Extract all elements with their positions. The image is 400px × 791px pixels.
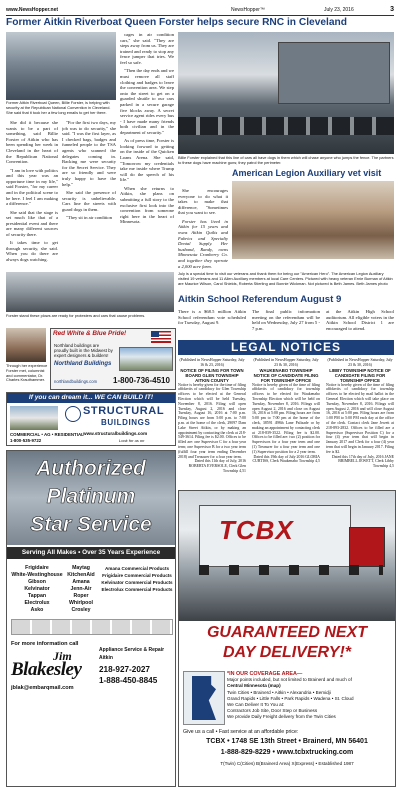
ad-service-l1: Appliance Service & Repair bbox=[99, 647, 165, 653]
story2-caption: July is a special time to visit our veterans and thank them for being our "American Hero". The American Legion Auxiliary visited 19 veterans and 11 Allen Auxiliary members at local Care Centers. Pictured with heavy veteran Ernie Burman of Aitkin are Maurice Wilson, Carol Shields, Roberta Stierling and Bonnie Wickman. Not pictured is Beth James. Beth James photo bbox=[178, 272, 393, 286]
notice-waukenabo-pub: (Published in NewsHopper Saturday, July 23 & 30, 2016) bbox=[253, 358, 319, 367]
notice-glen-body: Notice is hereby given for the time of filing affidavits of candidacy for Glen Township officers to be elected at the General Election which will be held Tuesday, November 8, 2016. Filing will open Tuesday, August 2, 2016 and close Tuesday, August 16, 2016 at 7:00 p.m. Filing hours are from 5:00 p.m. to 7:00 p.m. at the home of the clerk, 29097 Dam Lake Street Aitkin, or by making an appointment by contacting the clerk at 218-549-3614. Filing fee is $2.00. Offices to be filled are: one Supervisor C for a four year term; one Supervisor B for a two year term (fulfill four year term ending December 2018) and Treasurer for a four year term. bbox=[178, 382, 246, 459]
coverage-line: Central Minnesota (map) bbox=[227, 683, 281, 689]
story1-col4 bbox=[178, 188, 228, 270]
coverage-line: Twin Cities • Brainerd • Aitkin • Alexandria • Bemidji bbox=[227, 689, 331, 695]
legal-notice-libby bbox=[326, 358, 394, 482]
ad-brands-col3 bbox=[101, 565, 173, 593]
ad-tcbx-footer: T(Twin) C(Cities) B(Brainerd Area) X(Express) • Established 1987 bbox=[220, 761, 354, 766]
notice-libby-title: LIBBY TOWNSHIP NOTICE OF CANDIDATE FILING FOR TOWNSHIP OFFICE bbox=[329, 367, 391, 383]
notice-libby-sign: Dated this 17th day of July, 2016 JANE BRIMBELL JEWETT, Clerk Libby Township 4,5 bbox=[332, 454, 394, 469]
brand-item: Electrolux bbox=[24, 600, 50, 606]
ad-appliance-service bbox=[6, 450, 176, 787]
ad-northland-brand: Northland Buildings bbox=[54, 361, 112, 367]
ad-tcbx-guaranteed-l1: GUARANTEED NEXT bbox=[206, 624, 367, 641]
page-header bbox=[6, 6, 394, 15]
story1-col3 bbox=[120, 32, 174, 270]
brand-item: Amana bbox=[72, 579, 90, 585]
legal-notices-title: LEGAL NOTICES bbox=[230, 340, 342, 354]
truck-wheels bbox=[199, 565, 383, 575]
brand-item: Roper bbox=[73, 593, 89, 599]
brand-item: Amana Commercial Products bbox=[104, 566, 170, 571]
brand-item: Kelvinator bbox=[24, 586, 50, 592]
ad-phone1: 218-927-2027 bbox=[99, 665, 150, 674]
story1-col3-p3: As of press time, Forster is looking forward to getting on the inside of the Quicken Loans Arena. She said, "Tomorrow my credentials take me inside where Trump will do the speech of his life." bbox=[120, 138, 174, 183]
header-website: www.NewsHopper.net bbox=[6, 7, 59, 13]
flag-icon bbox=[151, 331, 171, 343]
story1-col2-p1: "For the first two days, my job was to do security," she said. "I was the first layer, as I checked bags, badges and funneled people to the TSA agents who scanned the delegates coming in. Backing me were security for the Secret Service. They are so friendly and were truly happy to have the help." bbox=[62, 120, 116, 187]
story1-col2-p2: She said the presence of security is unbelievable. Cars line the streets with guard dogs in them. bbox=[62, 189, 116, 212]
ad-tcbx-give-call: Give us a call • Fast service at an affordable price: bbox=[183, 729, 299, 735]
ad-northland-l3: expert designers & builders! bbox=[54, 353, 109, 358]
brand-item: Jenn-Air bbox=[70, 586, 92, 592]
ad-structural-phone: 1-800-535-9722 bbox=[10, 438, 42, 443]
photo-krauthammer bbox=[6, 328, 46, 362]
ad-tcbx-coverage bbox=[227, 671, 391, 721]
photo-caption-portrait: Former Aitkin Riverboat Queen, Billie Forster, is helping with security at the Republican National Convention in Cleveland. She said that it took her a few long emails to get her there. bbox=[6, 101, 111, 115]
legal-notice-waukenabo bbox=[252, 358, 320, 482]
ad-blakesley: Blakesley bbox=[11, 659, 82, 680]
story3-headline: Aitkin School Referendum August 9 bbox=[178, 294, 342, 305]
ad-brands-col1 bbox=[11, 565, 63, 614]
coverage-line: Major points included, but not limited to Brainerd and much of bbox=[227, 677, 352, 683]
notice-waukenabo-title: WAUKENABO TOWNSHIP NOTICE OF CANDIDATE FILING FOR TOWNSHIP OFFICE bbox=[253, 367, 319, 383]
brand-item: Maytag bbox=[72, 565, 90, 571]
ad-tcbx-logo: TCBX bbox=[219, 515, 294, 545]
ad-tcbx-trucking bbox=[178, 490, 396, 787]
coverage-line: Contractors Job Site, Door Step or Business bbox=[227, 708, 318, 714]
story1-col1-p3: She said that the stage is set much like that of a presidential event and there are many different sources of security there. bbox=[6, 209, 58, 237]
ad-northland-l1: Northland buildings are bbox=[54, 343, 100, 348]
story1-col3-p2: "Then the day ends and we must remove all staff clothing and badges to leave the convention area. We step onto the street to get on a guarded shuttle to our cars parked in a secure garage five blocks away. A secret service agent rides every bus - I have made many friends both civilian and in the department of security." bbox=[120, 68, 174, 135]
photo-caption-krauthammer: Through her experience Forster met, columnist and commentator, Dr. Charles Krauthammer. bbox=[6, 364, 48, 383]
ad-structural-slogan: If you can dream it... WE CAN BUILD IT! bbox=[7, 393, 175, 403]
brand-item: Frigidaire bbox=[25, 565, 49, 571]
coverage-line: We Can Deliver It To You at: bbox=[227, 702, 285, 708]
ad-tcbx-guaranteed-l2: DAY DELIVERY!* bbox=[222, 644, 352, 661]
ad-structural-sub: BUILDINGS bbox=[101, 418, 151, 427]
story1-headline: Former Aitkin Riverboat Queen Forster helps secure RNC in Cleveland bbox=[6, 17, 347, 28]
coverage-line: Grand Rapids • Little Falls • Park Rapids • Wadena • St. Cloud bbox=[227, 695, 354, 701]
photo-plows bbox=[6, 272, 174, 312]
ad-structural-look: Look for us on bbox=[119, 438, 145, 443]
ad-for-info: For more information call bbox=[11, 641, 79, 647]
coverage-line: We provide Daily Freight delivery from the Twin Cities bbox=[227, 714, 336, 720]
story3-col3: at the Aitkin High School auditorium. All eligible voters in the Aitkin School District 1 are encouraged to attend. bbox=[326, 309, 394, 331]
ad-appliance-serving: Serving All Makes • Over 35 Years Experience bbox=[7, 547, 175, 559]
story1-col2-p3: "They sit in air condition bbox=[66, 215, 113, 221]
brand-item: Electrolux Commercial Products bbox=[101, 587, 173, 592]
ad-email: jblak@embarqmail.com bbox=[11, 685, 74, 691]
photo-forster-portrait bbox=[6, 32, 116, 100]
structural-logo-icon bbox=[65, 406, 81, 422]
notice-waukenabo-body: Notice is hereby given of the time of filing affidavits of candidacy for township officers to be elected for Waukenabo Township Election which will be held on Tuesday, November 8, 2016. Filings will open August 2, 2016 and close on August 16, 2016 at 5:00 pm. Filing hours are from 5:00 pm to 7:00 pm at the home of the clerk, 38591 498th Lane Palisade or by making an appointment by contacting clerk at 218-839-3522. Filing fee is $2.00. Offices to be filled are: two (2) position for Supervisors for a four year term and one (1) Treasurer for a four year term and one (1) Supervisor position for a 2 year term. bbox=[252, 382, 320, 454]
ad-jim-name bbox=[11, 649, 95, 683]
photo-arena-building bbox=[278, 42, 390, 104]
story1-col1-p4: It takes time to get through security, she said. When you do there are always dogs watching. bbox=[6, 240, 58, 263]
story1-col4-p2: Forster has lived in Aitkin for 15 years and owns Aitkin Quilts and Fabrics and Specialty Dental Supply. Her husband, Randy, owns Minnesota Cranberry Co. and together they operate a 2,000 acre farm. bbox=[178, 218, 228, 269]
header-masthead: NewsHopper™ bbox=[231, 7, 265, 13]
header-rule bbox=[6, 15, 394, 16]
photo-caption-plows: Forster stand these plows are ready for protesters and cars that cause problems. bbox=[6, 314, 146, 318]
photo-arena-cars-row bbox=[178, 117, 394, 135]
ad-appliance-platinum: Platinum bbox=[46, 485, 136, 508]
story1-col3-p1: cages in air condition cars," she said. "They are steps away from us. They are trained and ready to stop any fence jumper that tries. We feel so safe. bbox=[120, 32, 174, 65]
ad-tcbx-truck-photo bbox=[179, 491, 395, 621]
notice-glen-title: NOTICE OF FILING FOR TOWN BOARD GLEN TOWNSHIP AITKIN COUNTY bbox=[180, 367, 244, 383]
header-date: July 23, 2016 bbox=[324, 7, 354, 13]
story1-col1-p1: She did it because she wants to be a part of something, said Billie Forster of Aitkin who has been spending her week in Cleveland in the heart of the Republican National Convention. bbox=[6, 120, 58, 165]
ad-jim: Jim bbox=[53, 649, 72, 663]
ad-structural-name: STRUCTURAL bbox=[83, 405, 165, 417]
brand-item: Asko bbox=[30, 607, 44, 613]
brand-item: Kelvinator Commercial Products bbox=[101, 580, 173, 585]
story2-headline: American Legion Auxiliary vet visit bbox=[232, 168, 382, 178]
brand-item: Frigidaire Commercial Products bbox=[102, 573, 172, 578]
photo-arena-cars bbox=[178, 32, 394, 154]
header-page-number: 3 bbox=[390, 6, 394, 13]
ad-northland-title: Red White & Blue Pride! bbox=[53, 330, 127, 337]
ad-northland-web: northlandbuildings.com bbox=[54, 379, 98, 384]
ad-appliance-authorized: Authorized bbox=[36, 457, 146, 480]
legal-notices-banner bbox=[178, 340, 394, 355]
notice-waukenabo-sign: Dated this 19th day of July 2016 GLORIA CURTISS, Clerk Waukenabo Township 4,5 bbox=[252, 454, 320, 464]
ad-brands-col2 bbox=[61, 565, 101, 614]
story1-col3-p4: When she returns to Aitkin, she plans on submitting a full story to the exclusive first look into the convention from someone right here in the heart of Minnesota. bbox=[120, 185, 174, 225]
brand-item: White-Westinghouse bbox=[11, 572, 63, 578]
notice-libby-body: Notice is hereby given of the time of filing affidavits of candidacy for township officers to be elected by mail ballot in the General Election which will take place on Tuesday, November 8, 2016. Filings will open August 2, 2016 and will close August 16, 2016 at 5:00 pm. Filing hours are from 1:00 PM to 5:00 PM each day at the office of the clerk. Contact clerk Jane Jewett at 218-893-2832. Offices to be filled are a Supervisor (Supervisor Position C) for a four (4) year term that will begin in January 2017 and Clerk for a four (4) year term that will begin in January 2017. Filing fee is $2. bbox=[326, 382, 394, 454]
ad-tcbx-phone: 1-888-829-8229 • www.tcbxtrucking.com bbox=[220, 749, 354, 756]
ad-brand-logos-strip bbox=[11, 619, 173, 635]
brand-item: Crosley bbox=[71, 607, 91, 613]
notice-glen-sign: Dated this 11th day of July, 2016 ROBERTA EVERSOLE, Clerk Glen Township 4,51 bbox=[188, 459, 246, 473]
ad-tcbx-map bbox=[183, 671, 225, 725]
truck-cab bbox=[349, 527, 385, 567]
mn-state-shape bbox=[192, 676, 216, 720]
notice-glen-pub: (Published in NewsHopper Saturday, July 16 & 23, 2016) bbox=[179, 358, 245, 367]
story3-col1: There is a $68.5 million Aitkin School referendum vote scheduled for Tuesday, August 9. bbox=[178, 309, 246, 326]
brand-item: Tappan bbox=[27, 593, 47, 599]
ad-northland-l2: proudly built in the Midwest by bbox=[54, 348, 113, 353]
story1-col2 bbox=[62, 120, 116, 270]
story3-col2: The final public information meeting on the referendum will be held on Wednesday, July 27 from 5 - 7 p.m. bbox=[252, 309, 320, 331]
ad-structural-web: www.structuralbuildings.com bbox=[83, 431, 148, 436]
ad-structural-types: COMMERCIAL • AG • RESIDENTIAL bbox=[10, 432, 84, 437]
ad-tcbx-guarantee-banner bbox=[179, 621, 395, 667]
ad-structural-barn-photo bbox=[10, 406, 58, 430]
ad-appliance-starservice: Star Service bbox=[30, 513, 152, 536]
ad-northland-buildings bbox=[50, 328, 176, 390]
ad-northland-phone: 1-800-736-4510 bbox=[113, 376, 170, 385]
story1-col1 bbox=[6, 120, 58, 270]
story1-col4-p1: She encourages everyone to do what it takes to make that difference, "Sometimes that you want to see. bbox=[178, 188, 228, 216]
brand-item: Whirlpool bbox=[69, 600, 93, 606]
photo-caption-arena: Billie Forster explained that this line of cars all have dogs in them which will chase anyone who jumps the fence. The partners to these dogs have machine guns; they patrol the perimeter. bbox=[178, 156, 394, 165]
notice-libby-pub: (Published in NewsHopper Saturday, July 23 & 30, 2016) bbox=[327, 358, 393, 367]
photo-legion-visit bbox=[232, 181, 394, 259]
ad-service-l2: Aitkin bbox=[99, 655, 113, 661]
ad-structural-buildings bbox=[6, 392, 176, 446]
brand-item: KitchenAid bbox=[67, 572, 95, 578]
ad-tcbx-address: TCBX • 1748 SE 13th Street • Brainerd, MN 56401 bbox=[206, 738, 368, 745]
coverage-title: *IN OUR COVERAGE AREA— bbox=[227, 671, 303, 677]
ad-northland-building-photo bbox=[119, 347, 173, 371]
story1-col1-p2: "I am in love with politics and this year was an opportune time in my life," said Forster, "for my career and in the political scene to be here. I feel I am making a difference." bbox=[6, 167, 58, 207]
brand-item: Gibson bbox=[28, 579, 46, 585]
ad-phone2: 1-888-450-8845 bbox=[99, 676, 158, 685]
legal-notice-glen bbox=[178, 358, 246, 482]
